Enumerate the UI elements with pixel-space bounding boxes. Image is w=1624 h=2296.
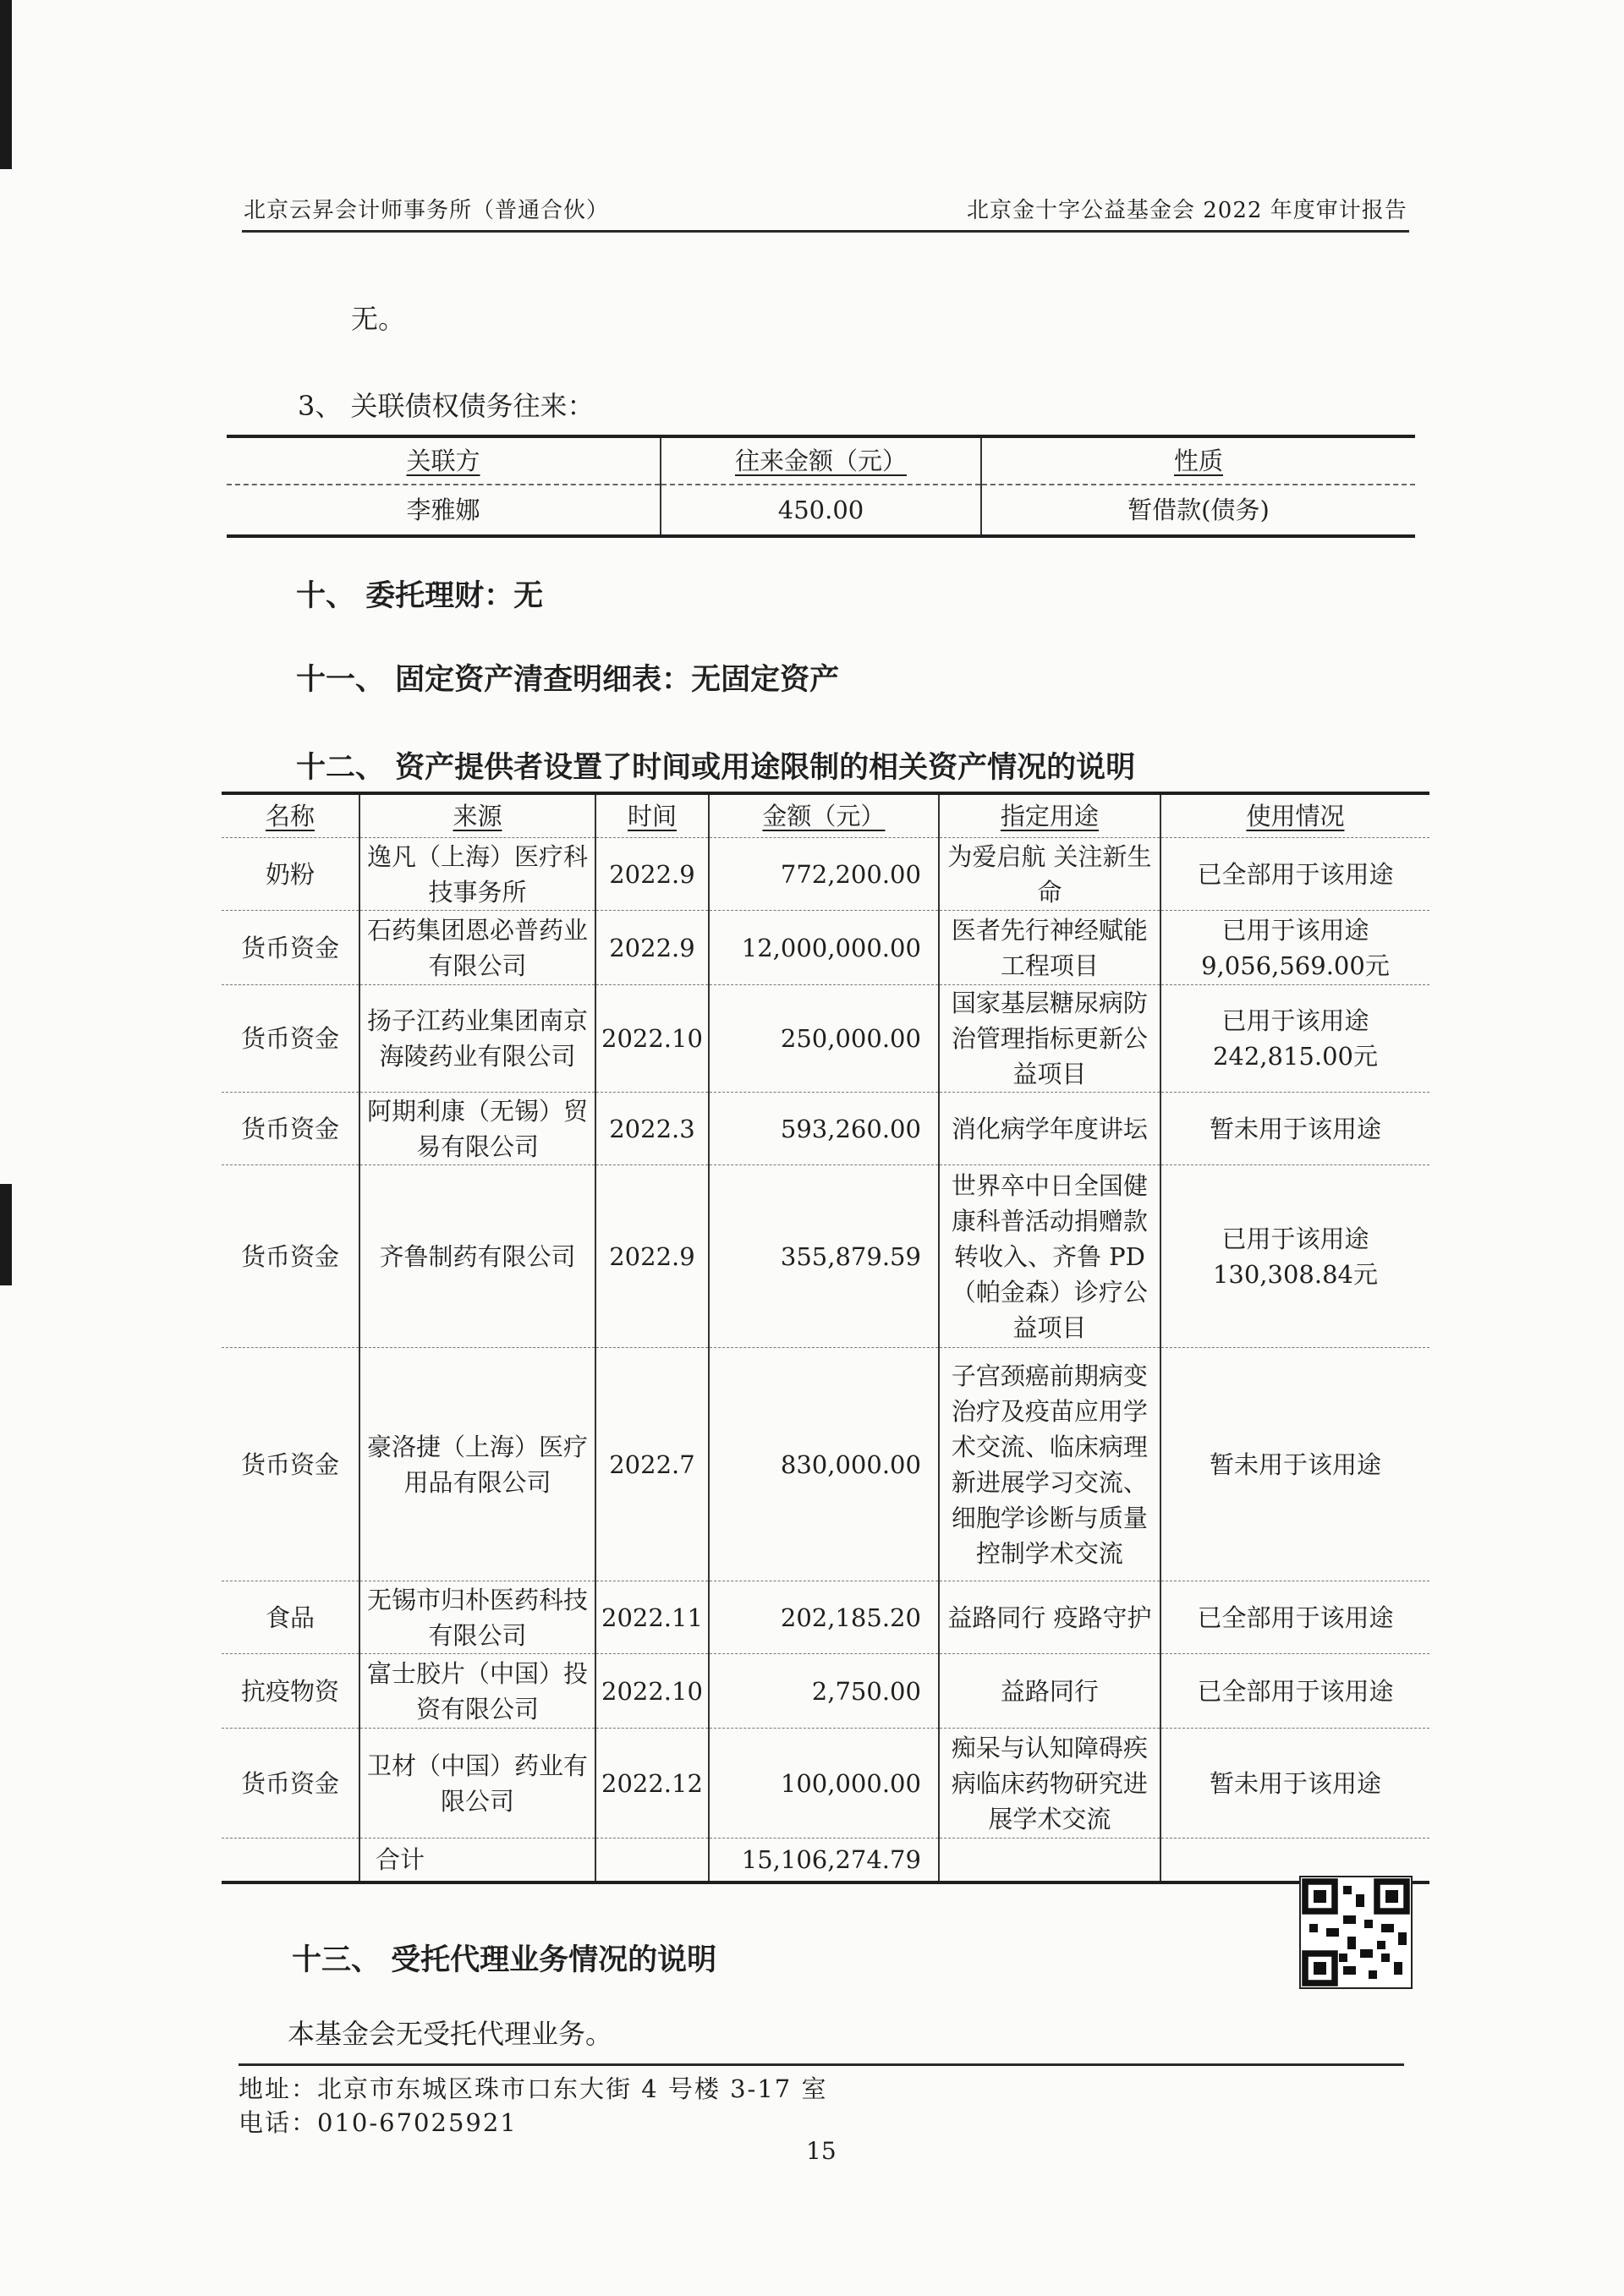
usage-cell: 已用于该用途130,308.84元 xyxy=(1160,1165,1429,1348)
table-row xyxy=(222,1348,1429,1581)
source-cell: 齐鲁制药有限公司 xyxy=(359,1165,595,1348)
source-cell: 石药集团恩必普药业有限公司 xyxy=(359,911,595,985)
header-rule xyxy=(242,230,1409,233)
usage-cell: 暂未用于该用途 xyxy=(1160,1348,1429,1581)
asset-name-cell: 货币资金 xyxy=(222,985,359,1093)
time-cell: 2022.3 xyxy=(595,1093,709,1165)
usage-cell: 已用于该用途242,815.00元 xyxy=(1160,985,1429,1093)
table-row xyxy=(222,1165,1429,1348)
asset-name-cell: 货币资金 xyxy=(222,1093,359,1165)
source-cell: 卫材（中国）药业有限公司 xyxy=(359,1729,595,1838)
amount-cell: 355,879.59 xyxy=(709,1165,939,1348)
usage-cell: 已全部用于该用途 xyxy=(1160,1581,1429,1654)
amount-cell: 772,200.00 xyxy=(709,838,939,911)
column-header: 性质 xyxy=(981,436,1415,485)
intro-text: 无。 xyxy=(351,303,406,335)
page-number: 15 xyxy=(806,2137,837,2165)
empty-cell xyxy=(595,1838,709,1882)
restricted-assets-table xyxy=(222,792,1429,1884)
amount-cell: 830,000.00 xyxy=(709,1348,939,1581)
column-header: 来源 xyxy=(359,793,595,838)
source-cell: 富士胶片（中国）投资有限公司 xyxy=(359,1654,595,1729)
table-row xyxy=(222,1093,1429,1165)
footer-phone: 电话：010-67025921 xyxy=(239,2108,518,2137)
source-cell: 无锡市归朴医药科技有限公司 xyxy=(359,1581,595,1654)
source-cell: 阿期利康（无锡）贸易有限公司 xyxy=(359,1093,595,1165)
asset-name-cell: 货币资金 xyxy=(222,1348,359,1581)
purpose-cell: 消化病学年度讲坛 xyxy=(939,1093,1160,1165)
time-cell: 2022.12 xyxy=(595,1729,709,1838)
column-header: 使用情况 xyxy=(1160,793,1429,838)
table-row xyxy=(222,911,1429,985)
purpose-cell: 国家基层糖尿病防治管理指标更新公益项目 xyxy=(939,985,1160,1093)
purpose-cell: 痴呆与认知障碍疾病临床药物研究进展学术交流 xyxy=(939,1729,1160,1838)
table-total-row xyxy=(222,1838,1429,1882)
nature-cell: 暂借款(债务) xyxy=(1127,496,1270,524)
asset-name-cell: 食品 xyxy=(222,1581,359,1654)
time-cell: 2022.9 xyxy=(595,838,709,911)
column-header: 名称 xyxy=(222,793,359,838)
column-header: 金额（元） xyxy=(709,793,939,838)
table-row xyxy=(227,485,1415,536)
header-report-title: 北京金十字公益基金会 2022 年度审计报告 xyxy=(967,198,1407,223)
purpose-cell: 益路同行 xyxy=(939,1654,1160,1729)
usage-cell: 已用于该用途9,056,569.00元 xyxy=(1160,911,1429,985)
purpose-cell: 为爱启航 关注新生命 xyxy=(939,838,1160,911)
purpose-cell: 子宫颈癌前期病变治疗及疫苗应用学术交流、临床病理新进展学习交流、细胞学诊断与质量控制学术交流 xyxy=(939,1348,1160,1581)
source-cell: 扬子江药业集团南京海陵药业有限公司 xyxy=(359,985,595,1093)
closing-text: 本基金会无受托代理业务。 xyxy=(288,2018,613,2050)
qr-code xyxy=(1299,1876,1413,1989)
column-header: 时间 xyxy=(595,793,709,838)
time-cell: 2022.9 xyxy=(595,1165,709,1348)
section-12-heading: 十二、 资产提供者设置了时间或用途限制的相关资产情况的说明 xyxy=(296,751,1136,785)
asset-name-cell: 奶粉 xyxy=(222,838,359,911)
asset-name-cell: 货币资金 xyxy=(222,1729,359,1838)
usage-cell: 已全部用于该用途 xyxy=(1160,838,1429,911)
asset-name-cell: 货币资金 xyxy=(222,911,359,985)
column-header: 往来金额（元） xyxy=(661,436,981,485)
section-10-heading: 十、 委托理财：无 xyxy=(296,579,544,613)
amount-cell: 100,000.00 xyxy=(709,1729,939,1838)
amount-cell: 2,750.00 xyxy=(709,1654,939,1729)
table-row xyxy=(222,1654,1429,1729)
section-13-heading: 十三、 受托代理业务情况的说明 xyxy=(292,1943,717,1977)
usage-cell: 已全部用于该用途 xyxy=(1160,1654,1429,1729)
purpose-cell: 世界卒中日全国健康科普活动捐赠款转收入、齐鲁 PD（帕金森）诊疗公益项目 xyxy=(939,1165,1160,1348)
party-name-cell: 李雅娜 xyxy=(227,485,661,536)
usage-cell: 暂未用于该用途 xyxy=(1160,1093,1429,1165)
time-cell: 2022.10 xyxy=(595,1654,709,1729)
table-header-row xyxy=(222,793,1429,838)
related-party-table xyxy=(227,435,1415,538)
amount-cell: 593,260.00 xyxy=(709,1093,939,1165)
footer-rule xyxy=(239,2063,1404,2066)
usage-cell: 暂未用于该用途 xyxy=(1160,1729,1429,1838)
time-cell: 2022.7 xyxy=(595,1348,709,1581)
empty-cell xyxy=(939,1838,1160,1882)
scan-edge-mark xyxy=(0,0,12,169)
table-row xyxy=(222,1729,1429,1838)
table-row xyxy=(222,985,1429,1093)
scan-edge-mark xyxy=(0,1184,12,1285)
purpose-cell: 医者先行神经赋能工程项目 xyxy=(939,911,1160,985)
asset-name-cell: 抗疫物资 xyxy=(222,1654,359,1729)
amount-cell: 12,000,000.00 xyxy=(709,911,939,985)
footer-address: 地址：北京市东城区珠市口东大街 4 号楼 3-17 室 xyxy=(239,2074,828,2103)
source-cell: 豪洛捷（上海）医疗用品有限公司 xyxy=(359,1348,595,1581)
empty-cell xyxy=(222,1838,359,1882)
total-label: 合计 xyxy=(359,1838,595,1882)
table-row xyxy=(222,838,1429,911)
amount-cell: 450.00 xyxy=(661,485,981,536)
related-party-heading: 3、 关联债权债务往来： xyxy=(298,390,595,422)
column-header: 关联方 xyxy=(227,436,661,485)
table-row xyxy=(222,1581,1429,1654)
time-cell: 2022.11 xyxy=(595,1581,709,1654)
column-header: 指定用途 xyxy=(939,793,1160,838)
header-firm-name: 北京云昇会计师事务所（普通合伙） xyxy=(244,198,610,223)
purpose-cell: 益路同行 疫路守护 xyxy=(939,1581,1160,1654)
asset-name-cell: 货币资金 xyxy=(222,1165,359,1348)
time-cell: 2022.10 xyxy=(595,985,709,1093)
time-cell: 2022.9 xyxy=(595,911,709,985)
table-header-row xyxy=(227,436,1415,485)
section-11-heading: 十一、 固定资产清查明细表：无固定资产 xyxy=(296,663,840,697)
amount-cell: 202,185.20 xyxy=(709,1581,939,1654)
total-amount-cell: 15,106,274.79 xyxy=(709,1838,939,1882)
amount-cell: 250,000.00 xyxy=(709,985,939,1093)
source-cell: 逸凡（上海）医疗科技事务所 xyxy=(359,838,595,911)
